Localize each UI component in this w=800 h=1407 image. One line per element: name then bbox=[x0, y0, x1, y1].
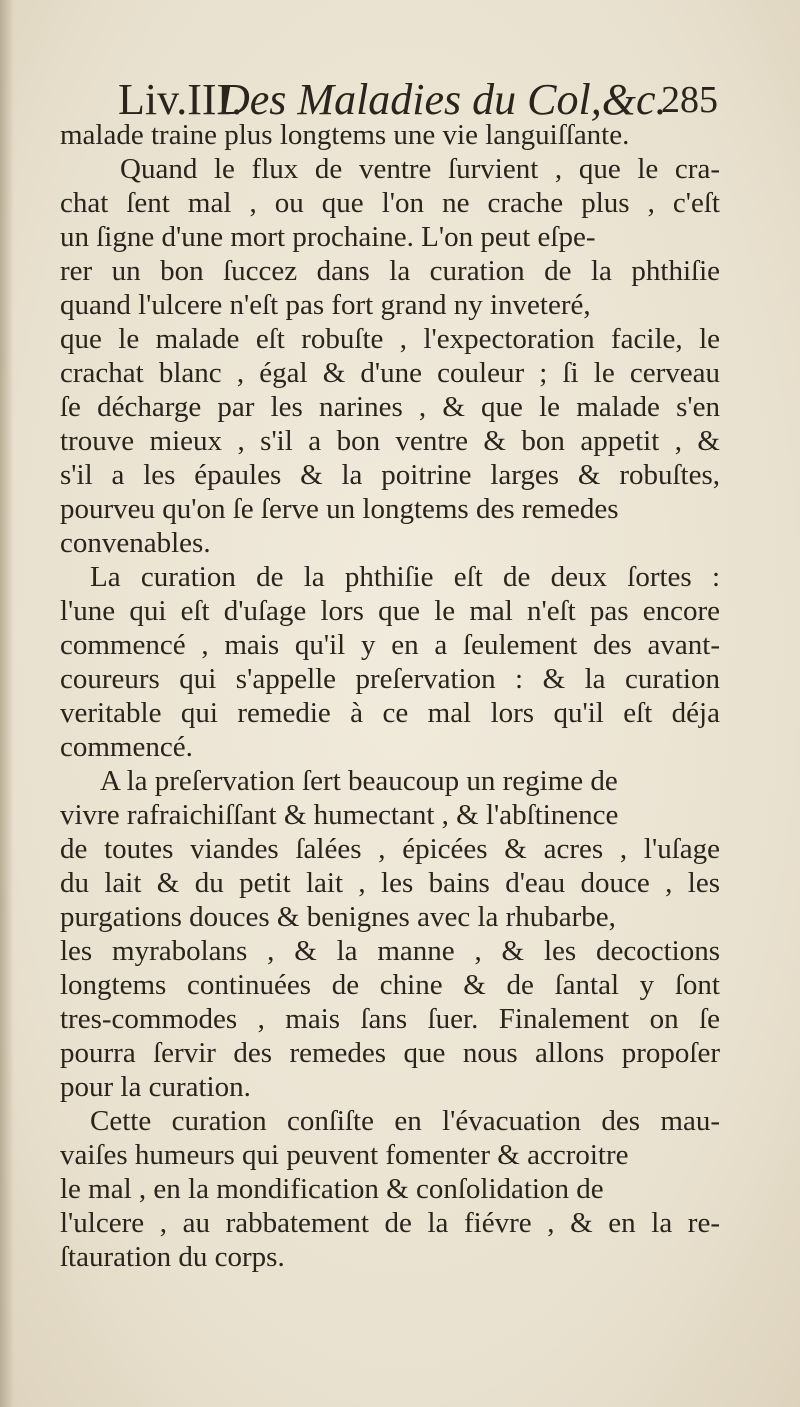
page-number: 285 bbox=[661, 79, 718, 121]
text-line: tres-commodes , mais ſans ſuer. Finalement on ſe bbox=[60, 1003, 720, 1035]
paragraph bbox=[60, 560, 720, 764]
header-book-number: Liv.III. bbox=[118, 75, 243, 124]
header-chapter-title: Des Maladies du Col,&c. bbox=[218, 75, 667, 124]
text-line: l'une qui eſt d'uſage lors que le mal n'eſt pas encore bbox=[60, 595, 720, 627]
text-line: vivre rafraichiſſant & humectant , & l'abſtinence bbox=[60, 799, 619, 831]
paragraph bbox=[60, 118, 720, 152]
text-line: un ſigne d'une mort prochaine. L'on peut eſpe- bbox=[60, 221, 596, 253]
text-line: veritable qui remedie à ce mal lors qu'il eſt déja bbox=[60, 697, 720, 729]
page-edge-shadow bbox=[0, 0, 14, 1407]
text-line: trouve mieux , s'il a bon ventre & bon appetit , & bbox=[60, 425, 720, 457]
text-line: coureurs qui s'appelle preſervation : & la curation bbox=[60, 663, 720, 695]
text-line: le mal , en la mondification & conſolidation de bbox=[60, 1173, 604, 1205]
paragraph bbox=[60, 764, 720, 1104]
text-line: purgations douces & benignes avec la rhubarbe, bbox=[60, 901, 616, 933]
body-text bbox=[60, 118, 720, 1274]
text-line: A la preſervation ſert beaucoup un regime de bbox=[100, 765, 618, 797]
text-line: les myrabolans , & la manne , & les decoctions bbox=[60, 935, 720, 967]
text-line: s'il a les épaules & la poitrine larges & robuſtes, bbox=[60, 459, 720, 491]
text-line: Cette curation conſiſte en l'évacuation des mau- bbox=[90, 1105, 720, 1137]
text-line: que le malade eſt robuſte , l'expectoration facile, le bbox=[60, 323, 720, 355]
text-line: pourveu qu'on ſe ſerve un longtems des remedes bbox=[60, 493, 619, 525]
text-line: du lait & du petit lait , les bains d'eau douce , les bbox=[60, 867, 720, 899]
text-line: de toutes viandes ſalées , épicées & acres , l'uſage bbox=[60, 833, 720, 865]
text-line: rer un bon ſuccez dans la curation de la phthiſie bbox=[60, 255, 720, 287]
text-line: commencé. bbox=[60, 731, 193, 763]
paragraph bbox=[60, 1104, 720, 1274]
paragraph bbox=[60, 152, 720, 560]
text-line: chat ſent mal , ou que l'on ne crache plus , c'eſt bbox=[60, 187, 720, 219]
text-line: commencé , mais qu'il y en a ſeulement des avant- bbox=[60, 629, 720, 661]
text-line: vaiſes humeurs qui peuvent fomenter & accroitre bbox=[60, 1139, 629, 1171]
text-line: ſtauration du corps. bbox=[60, 1241, 285, 1273]
text-line: pour la curation. bbox=[60, 1071, 251, 1103]
text-line: pourra ſervir des remedes que nous allons propoſer bbox=[60, 1037, 720, 1069]
text-line: quand l'ulcere n'eſt pas fort grand ny inveteré, bbox=[60, 289, 591, 321]
text-line: convenables. bbox=[60, 527, 211, 559]
text-line: Quand le flux de ventre ſurvient , que le cra- bbox=[120, 153, 720, 185]
text-line: malade traine plus longtems une vie languiſſante. bbox=[60, 119, 630, 151]
text-line: crachat blanc , égal & d'une couleur ; ſi le cerveau bbox=[60, 357, 720, 389]
text-line: ſe décharge par les narines , & que le malade s'en bbox=[60, 391, 720, 423]
text-line: longtems continuées de chine & de ſantal y ſont bbox=[60, 969, 720, 1001]
text-line: La curation de la phthiſie eſt de deux ſortes : bbox=[90, 561, 720, 593]
text-line: l'ulcere , au rabbatement de la fiévre , & en la re- bbox=[60, 1207, 720, 1239]
